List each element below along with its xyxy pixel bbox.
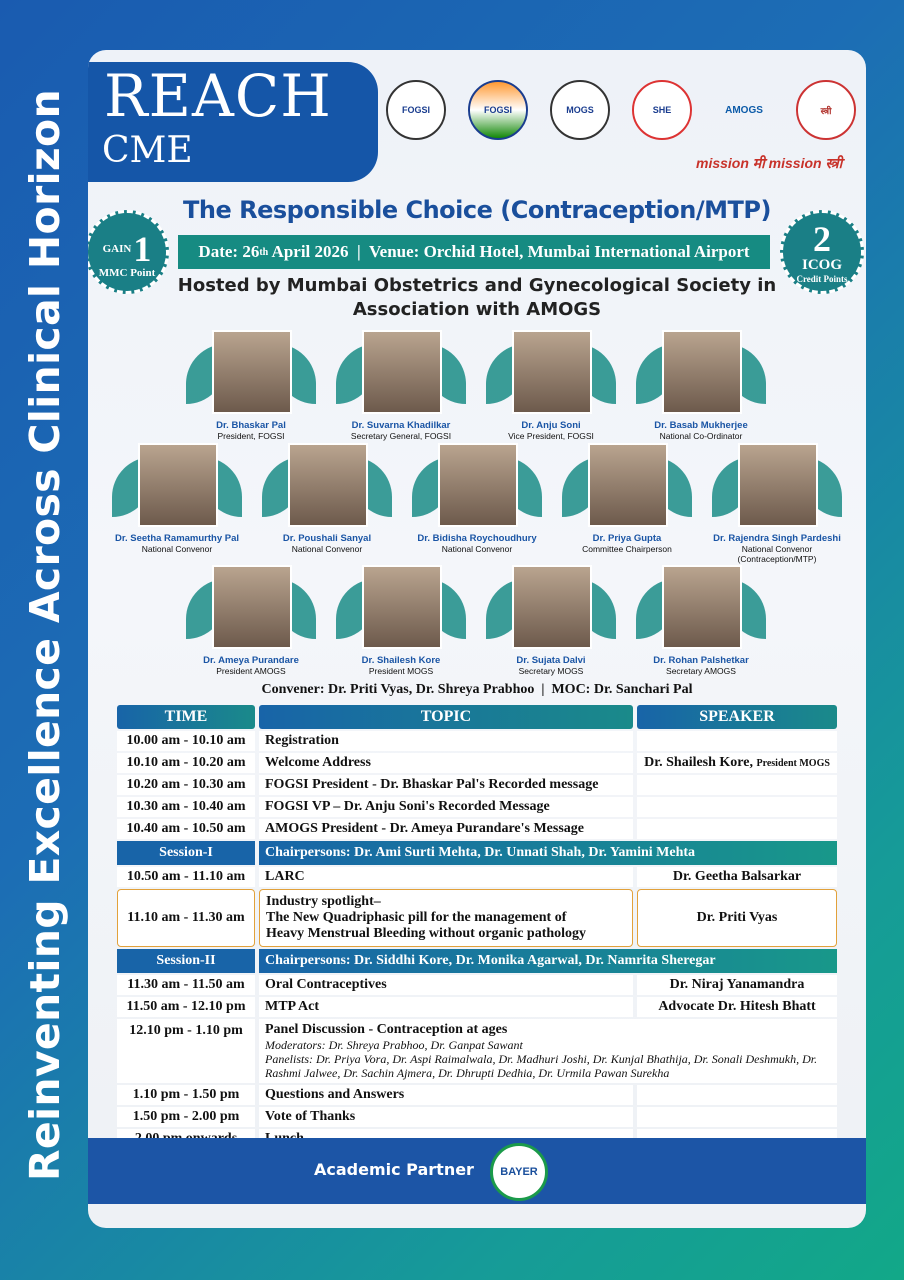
faculty-card: Dr. Bidisha Roychoudhury National Convenor (402, 443, 552, 554)
faculty-card: Dr. Priya Gupta Committee Chairperson (552, 443, 702, 554)
reach-cme-logo: REACH CME (88, 62, 378, 182)
faculty-card: Dr. Anju Soni Vice President, FOGSI (476, 330, 626, 441)
faculty-card: Dr. Rajendra Singh Pardeshi National Convenor (Contraception/MTP) (702, 443, 852, 564)
fogsi-india-logo: FOGSI (468, 80, 528, 140)
faculty-photo (288, 443, 368, 527)
side-tagline: Reinventing Excellence Across Clinical Horizon (21, 89, 69, 1181)
faculty-card: Dr. Suvarna Khadilkar Secretary General, FOGSI (326, 330, 476, 441)
table-row-panel: 12.10 pm - 1.10 pm Panel Discussion - Contraception at ages Moderators: Dr. Shreya Prabhoo, Dr. Ganpat Sawant Panelists: Dr. Priya Vora, Dr. Aspi Raimalwala, Dr. Madhuri Joshi, Dr. Kunjal Bhathija, Dr. Sonali Deshmukh, Dr. Rashmi Jalwee, Dr. Sachin Ajmera, Dr. Dhrupti Dedhia, Dr. Urmila Pawan Surekha (117, 1019, 837, 1083)
event-card (88, 50, 866, 1228)
faculty-photo (512, 330, 592, 414)
speaker-header: SPEAKER (637, 705, 837, 729)
faculty-card: Dr. Poushali Sanyal National Convenor (252, 443, 402, 554)
table-row: 10.20 am - 10.30 am FOGSI President - Dr. Bhaskar Pal's Recorded message (117, 775, 837, 795)
faculty-photo (738, 443, 818, 527)
academic-partner-label: Academic Partner (314, 1160, 474, 1179)
she-logo: SHE (632, 80, 692, 140)
convener-line: Convener: Dr. Priti Vyas, Dr. Shreya Prabhoo | MOC: Dr. Sanchari Pal (261, 682, 693, 697)
date-venue-band: Date: 26 th April 2026 | Venue: Orchid Hotel, Mumbai International Airport (178, 235, 770, 269)
faculty-card: Dr. Bhaskar Pal President, FOGSI (176, 330, 326, 441)
table-row: 11.50 am - 12.10 pm MTP Act Advocate Dr. Hitesh Bhatt (117, 997, 837, 1017)
faculty-photo (662, 565, 742, 649)
session-row: Session-I Chairpersons: Dr. Ami Surti Mehta, Dr. Unnati Shah, Dr. Yamini Mehta (117, 841, 837, 865)
partner-logos (386, 80, 856, 140)
table-row: 10.00 am - 10.10 am Registration (117, 731, 837, 751)
faculty-photo (138, 443, 218, 527)
schedule-table (113, 703, 841, 1151)
table-row: 10.40 am - 10.50 am AMOGS President - Dr. Ameya Purandare's Message (117, 819, 837, 839)
topic-header: TOPIC (259, 705, 633, 729)
table-row: 1.10 pm - 1.50 pm Questions and Answers (117, 1085, 837, 1105)
faculty-card: Dr. Shailesh Kore President MOGS (326, 565, 476, 676)
faculty-card: Dr. Rohan Palshetkar Secretary AMOGS (626, 565, 776, 676)
hosted-by: Hosted by Mumbai Obstetrics and Gynecological Society in Association with AMOGS (177, 275, 777, 320)
table-row: 10.30 am - 10.40 am FOGSI VP – Dr. Anju Soni's Recorded Message (117, 797, 837, 817)
faculty-photo (362, 565, 442, 649)
faculty-photo (438, 443, 518, 527)
table-row-highlight: 11.10 am - 11.30 am Industry spotlight– The New Quadriphasic pill for the management of Heavy Menstrual Bleeding without organic pathology Dr. Priti Vyas (117, 889, 837, 947)
faculty-photo (362, 330, 442, 414)
faculty-photo (588, 443, 668, 527)
faculty-card: Dr. Sujata Dalvi Secretary MOGS (476, 565, 626, 676)
faculty-photo (212, 565, 292, 649)
time-header: TIME (117, 705, 255, 729)
session-row: Session-II Chairpersons: Dr. Siddhi Kore, Dr. Monika Agarwal, Dr. Namrita Sheregar (117, 949, 837, 973)
mmc-points-badge: GAIN 1 MMC Point (88, 210, 169, 294)
table-row: 1.50 pm - 2.00 pm Vote of Thanks (117, 1107, 837, 1127)
page-title: The Responsible Choice (Contraception/MTP) (183, 196, 771, 224)
icog-points-badge: 2 ICOG Credit Points (780, 210, 864, 294)
table-row: 10.50 am - 11.10 am LARC Dr. Geetha Balsarkar (117, 867, 837, 887)
footer-band (88, 1138, 866, 1204)
stree-tree-logo: स्त्री (796, 80, 856, 140)
bayer-logo: BAYER (490, 1143, 548, 1201)
faculty-card: Dr. Seetha Ramamurthy Pal National Convenor (102, 443, 252, 554)
faculty-card: Dr. Ameya Purandare President AMOGS (176, 565, 326, 676)
faculty-photo (662, 330, 742, 414)
mogs-logo: MOGS (550, 80, 610, 140)
fogsi-logo: FOGSI (386, 80, 446, 140)
faculty-card: Dr. Basab Mukherjee National Co-Ordinator (626, 330, 776, 441)
faculty-photo (512, 565, 592, 649)
faculty-photo (212, 330, 292, 414)
table-row: 11.30 am - 11.50 am Oral Contraceptives Dr. Niraj Yanamandra (117, 975, 837, 995)
amogs-logo: AMOGS (725, 104, 763, 116)
table-row: 10.10 am - 10.20 am Welcome Address Dr. Shailesh Kore, President MOGS (117, 753, 837, 773)
mission-tagline: mission मी mission स्त्री (696, 155, 843, 171)
